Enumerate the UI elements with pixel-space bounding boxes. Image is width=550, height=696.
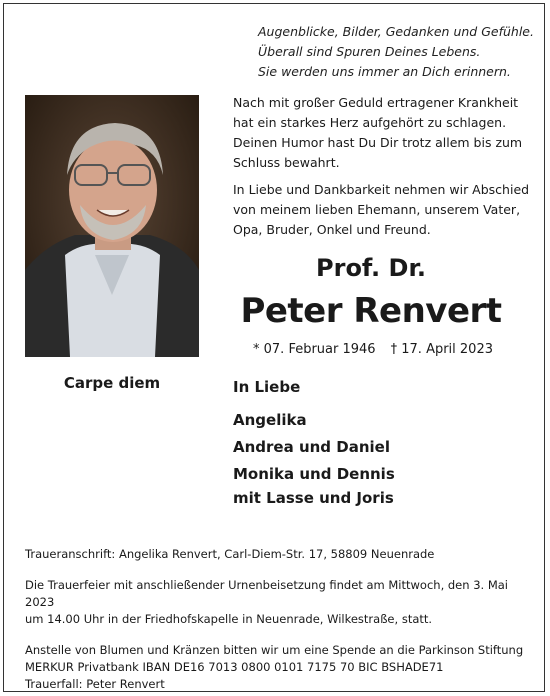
poem <box>258 22 538 82</box>
intro-text <box>233 93 533 240</box>
donation-info <box>25 642 535 693</box>
intro-line: In Liebe und Dankbarkeit nehmen wir Abschied <box>233 182 530 197</box>
intro-line: Deinen Humor hast Du Dir trotz allem bis zum <box>233 135 523 150</box>
intro-line: hat ein starkes Herz aufgehört zu schlagen. <box>233 115 507 130</box>
intro-paragraph <box>233 180 533 240</box>
ceremony-info <box>25 577 535 628</box>
portrait-photo <box>25 95 199 357</box>
academic-title: Prof. Dr. <box>316 254 426 282</box>
in-love-label: In Liebe <box>233 378 301 396</box>
mourner-name: Monika und Dennis <box>233 465 395 483</box>
intro-line: Schluss bewahrt. <box>233 155 340 170</box>
poem-line: Augenblicke, Bilder, Gedanken und Gefühle. <box>258 24 534 39</box>
portrait-illustration <box>25 95 199 357</box>
mourner-name: Angelika <box>233 411 307 429</box>
donation-line: MERKUR Privatbank IBAN DE16 7013 0800 0101 7175 70 BIC BSHADE71 <box>25 660 444 674</box>
donation-line: Trauerfall: Peter Renvert <box>25 677 165 691</box>
mourner-name: mit Lasse und Joris <box>233 489 394 507</box>
ceremony-line: Die Trauerfeier mit anschließender Urnenbeisetzung findet am Mittwoch, den 3. Mai 2023 <box>25 578 508 609</box>
motto: Carpe diem <box>63 374 161 392</box>
donation-line: Anstelle von Blumen und Kränzen bitten wir um eine Spende an die Parkinson Stiftung <box>25 643 524 657</box>
mourner-name: Andrea und Daniel <box>233 438 390 456</box>
ceremony-line: um 14.00 Uhr in der Friedhofskapelle in Neuenrade, Wilkestraße, statt. <box>25 612 433 626</box>
poem-line: Sie werden uns immer an Dich erinnern. <box>258 64 511 79</box>
life-dates <box>253 342 493 357</box>
address-line: Traueranschrift: Angelika Renvert, Carl-Diem-Str. 17, 58809 Neuenrade <box>25 547 435 561</box>
birth-date: * 07. Februar 1946 <box>253 342 376 357</box>
death-date: † 17. April 2023 <box>390 342 493 357</box>
intro-line: Opa, Bruder, Onkel und Freund. <box>233 222 431 237</box>
mourners <box>233 378 533 510</box>
intro-line: Nach mit großer Geduld ertragener Krankheit <box>233 95 519 110</box>
poem-line: Überall sind Spuren Deines Lebens. <box>258 44 481 59</box>
intro-paragraph <box>233 93 533 173</box>
deceased-name: Peter Renvert <box>240 291 502 331</box>
intro-line: von meinem lieben Ehemann, unserem Vater, <box>233 202 521 217</box>
footer-info <box>25 546 535 693</box>
